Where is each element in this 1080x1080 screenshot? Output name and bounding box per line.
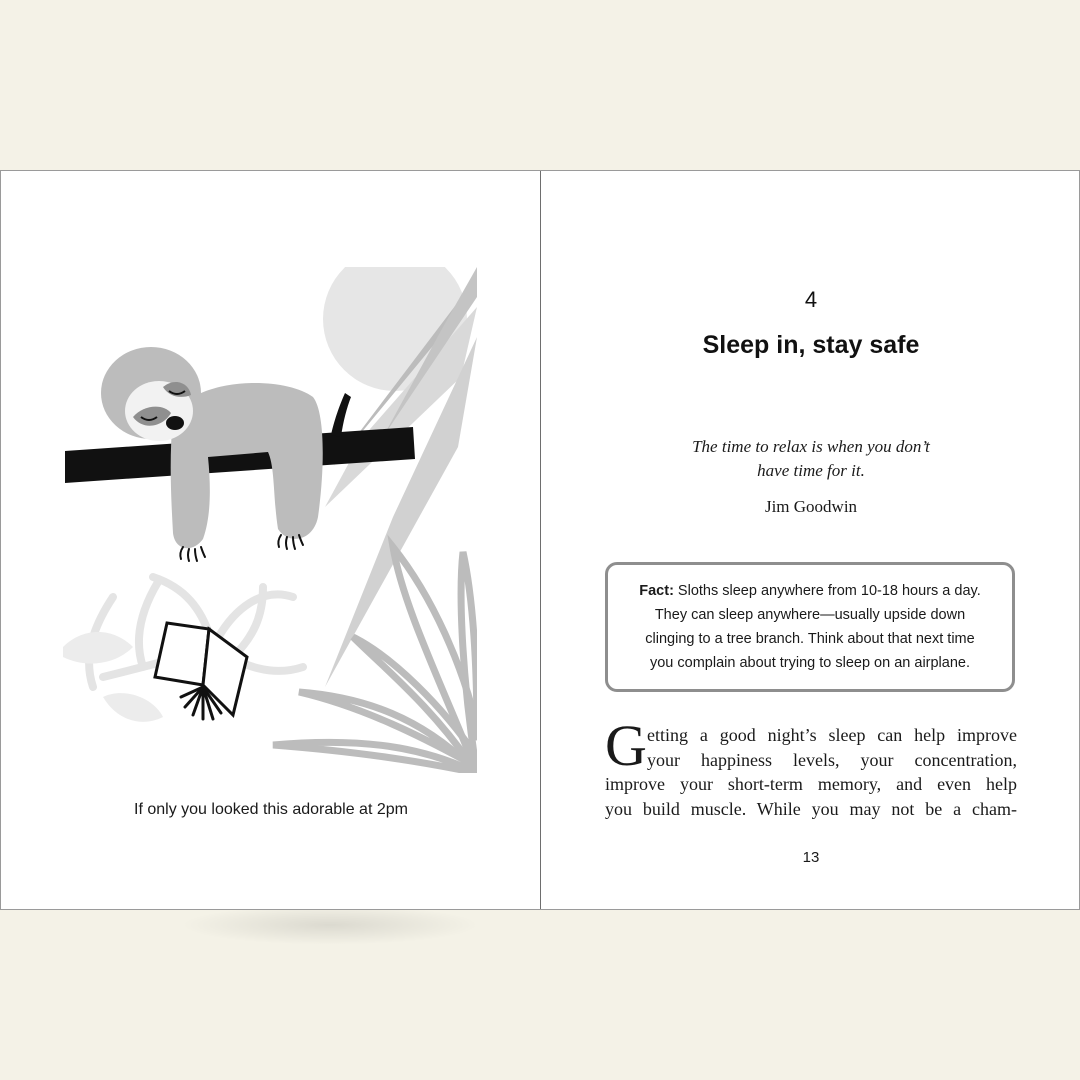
body-line: improve your short-term memory, and even help bbox=[605, 774, 1017, 794]
fact-text: Sloths sleep anywhere from 10-18 hours a day. bbox=[673, 583, 981, 599]
sleeping-sloth-on-branch-illustration bbox=[63, 267, 479, 773]
background-leaves bbox=[63, 267, 477, 773]
fact-label: Fact: bbox=[639, 583, 674, 599]
body-paragraph bbox=[605, 723, 1017, 821]
pale-leaf bbox=[103, 693, 163, 722]
quote-line: have time for it. bbox=[757, 461, 865, 480]
page-number: 13 bbox=[802, 849, 820, 866]
fact-box bbox=[605, 562, 1015, 692]
falling-book-icon bbox=[155, 623, 247, 719]
illustration-caption: If only you looked this adorable at 2pm bbox=[134, 801, 408, 818]
fact-line: you complain about trying to sleep on an airplane. bbox=[649, 655, 970, 671]
epigraph-quote bbox=[541, 435, 1080, 483]
quote-author: Jim Goodwin bbox=[764, 497, 858, 516]
chapter-title: Sleep in, stay safe bbox=[702, 331, 920, 359]
body-line: you build muscle. While you may not be a cham- bbox=[605, 798, 1017, 819]
pale-leaf bbox=[63, 632, 133, 664]
chapter-number: 4 bbox=[804, 287, 818, 312]
fact-line bbox=[639, 579, 980, 603]
left-page bbox=[0, 171, 540, 909]
book-shadow bbox=[180, 905, 480, 945]
body-line: etting a good night’s sleep can help improve bbox=[647, 725, 1017, 745]
drop-cap: G bbox=[605, 713, 647, 778]
sloth-nose bbox=[166, 416, 184, 430]
fact-line: They can sleep anywhere—usually upside down bbox=[654, 607, 966, 623]
quote-line: The time to relax is when you don’t bbox=[692, 437, 930, 456]
right-page bbox=[540, 171, 1080, 909]
fact-line: clinging to a tree branch. Think about that next time bbox=[645, 631, 975, 647]
branch-twig bbox=[331, 393, 351, 437]
body-line: your happiness levels, your concentration, bbox=[647, 749, 1017, 770]
book-spread bbox=[0, 170, 1080, 910]
